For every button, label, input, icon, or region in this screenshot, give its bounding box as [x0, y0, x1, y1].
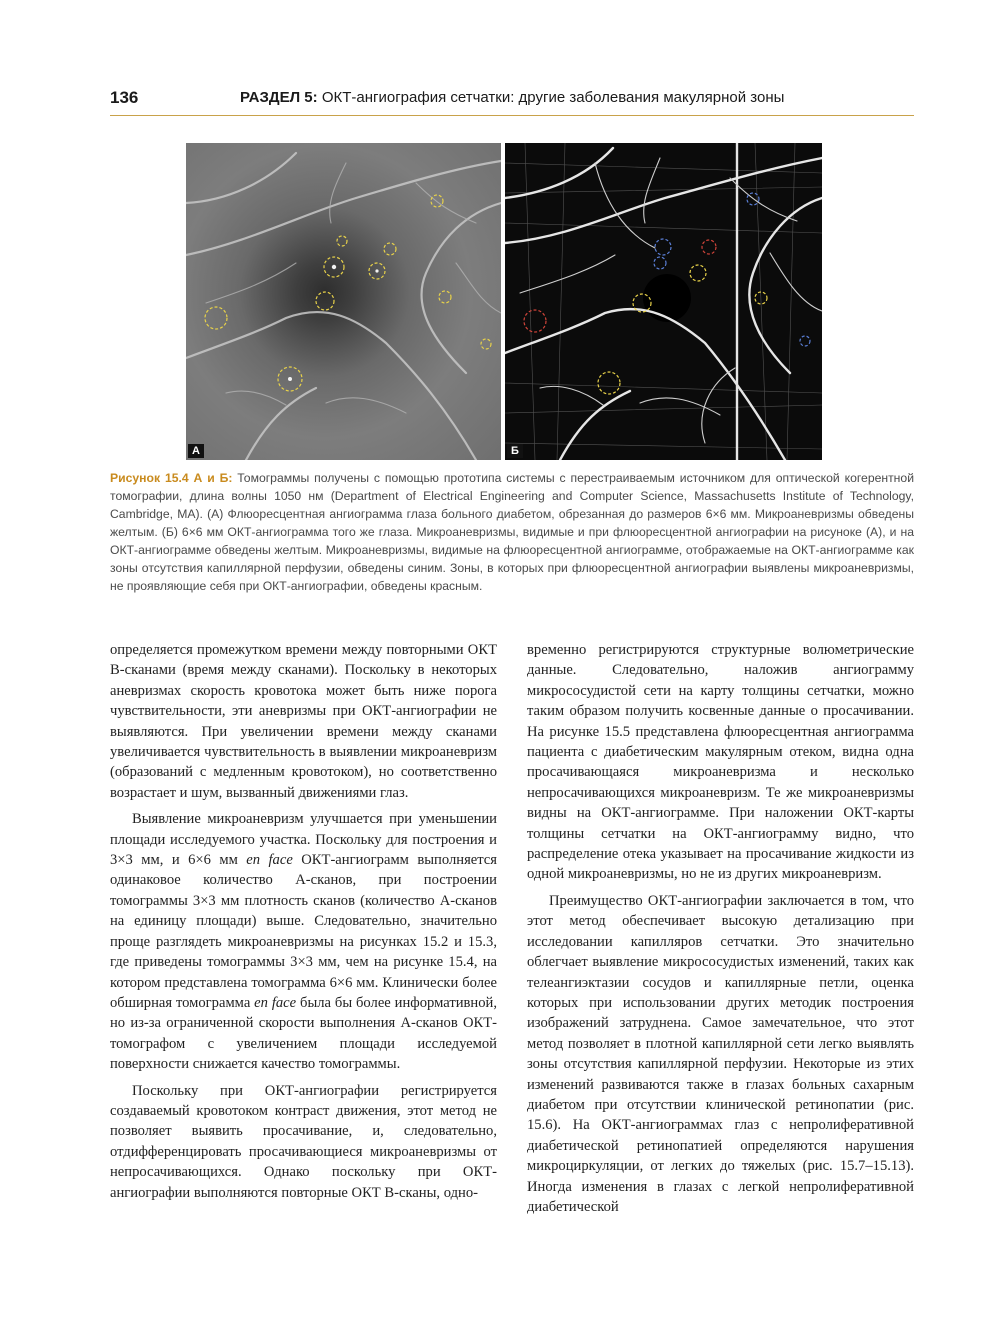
oct-angiogram-panel: [505, 143, 822, 460]
fluorescein-angiogram-panel: [186, 143, 501, 460]
running-head: [240, 89, 784, 106]
fluorescein-angiogram-image: [186, 143, 501, 460]
italic-term: en face: [254, 994, 297, 1011]
paragraph-text: ОКТ-ангиограмм выполняется одинаковое количество А-сканов, при построении томограммы 3×3 мм плотность сканов (количество А-сканов на единицу площади) выше. Следовательно, значительно проще разглядеть микроаневризмы на рисунках 15.2 и 15.3, где приведены томограммы 3×3 мм, чем на рисунке 15.4, на котором представлена томограмма 6×6 мм. Клинически более обширная томограмма: [110, 852, 497, 1011]
page-number: 136: [110, 88, 139, 107]
panel-b-label: Б: [507, 444, 523, 458]
paragraph: временно регистрируются структурные волюметрические данные. Следовательно, наложив ангиограмму микрососудистой сети на карту толщины сетчатки, можно таким образом получить косвенные данные о просачивании. На рисунке 15.5 представлена флюоресцентная ангиограмма пациента с диабетическим макулярным отеком, видна одна просачивающаяся микроаневризма и несколько непросачивающихся микроаневризм. Те же микроаневризмы видны на ОКТ-ангиограмме. При наложении ОКТ-карты толщины сетчатки на ОКТ-ангиограмму видно, что распределение отека указывает на просачивание жидкости из одной микроаневризмы, но не из других микроаневризм.: [527, 642, 914, 883]
paragraph: Преимущество ОКТ-ангиографии заключается в том, что этот метод обеспечивает высокую детализацию при исследовании капилляров сетчатки. Это значительно облегчает выявление микрососудистых изменений, таких как телеангиэктазии сосудов и капиллярные петли, оценка которых при использовании других методик построения изображений затруднена. Самое замечательное, что этот метод позволяет в плотной капиллярной сети легко выявлять зоны отсутствия капиллярной перфузии. Некоторые из этих изменений развиваются также в глазах больных сахарным диабетом при отсутствии клинической ретинопатии (рис. 15.6). На ОКТ-ангиограммах глаз с непролиферативной диабетической ретинопатией определяются нарушения микроциркуляции, от легких до тяжелых (рис. 15.7–15.13). Иногда изменения в глазах с легкой непролиферативной диабетической: [527, 892, 914, 1215]
figure-15-4: [186, 143, 822, 460]
section-label: РАЗДЕЛ 5:: [240, 89, 318, 106]
page-header: [110, 86, 914, 116]
paragraph: Поскольку при ОКТ-ангиографии регистрируется создаваемый кровотоком контраст движения, этот метод не позволяет выявить просачивание, и, следовательно, отдифференцировать просачивающиеся микроаневризмы от непросачивающихся. Однако поскольку при ОКТ-ангиографии выполняются повторные ОКТ В-сканы, одно-: [110, 1082, 497, 1201]
text-column-right: [527, 640, 914, 1217]
section-title: ОКТ-ангиография сетчатки: другие заболевания макулярной зоны: [321, 89, 785, 106]
italic-term: en face: [246, 852, 293, 869]
paragraph-text: была бы более информативной, но из-за ограниченной скорости выполнения А-сканов ОКТ-томографом с увеличением площади исследуемой поверхности снижается качество томограммы.: [110, 994, 497, 1073]
caption-text: Томограммы получены с помощью прототипа системы с перестраиваемым источником для оптической когерентной томографии, длина волны 1050 нм (Department of Electrical Engineering and Computer Science, Massachusetts Institute of Technology, Cambridge, MA). (А) Флюоресцентная ангиограмма глаза больного диабетом, обрезанная до размеров 6×6 мм. Микроаневризмы обведены желтым. (Б) 6×6 мм ОКТ-ангиограмма того же глаза. Микроаневризмы, видимые и при флюоресцентной ангиографии на рисуноке (А), и на ОКТ-ангиограмме обведены желтым. Микроаневризмы, видимые на флюоресцентной ангиограмме, отображаемые на ОКТ-ангиограмме как зоны отсутствия капиллярной перфузии, обведены синим. Зоны, в которых при флюоресцентной ангиографии выявлены микроаневризмы, не проявляющие себя при ОКТ-ангиографии, обведены красным.: [110, 471, 914, 593]
oct-angiogram-image: [505, 143, 822, 460]
paragraph: определяется промежутком времени между повторными ОКТ В-сканами (время между сканами). Поскольку в некоторых аневризмах скорость кровотока может быть ниже порога чувствительности, эти аневризмы при ОКТ-ангиографии не выявляются. При увеличении времени между сканами увеличивается чувствительность в выявлении микроаневризм (образований с медленным кровотоком), но соответственно возрастает и шум, вызванный движениями глаз.: [110, 642, 497, 801]
caption-label: Рисунок 15.4 А и Б:: [110, 471, 233, 485]
header-rule: [110, 115, 914, 116]
figure-caption: [110, 469, 914, 595]
paragraph: [110, 809, 497, 1074]
panel-a-label: А: [188, 444, 204, 458]
text-column-left: [110, 640, 497, 1203]
paragraph-text: Выявление микроаневризм улучшается при уменьшении площади исследуемого участка. Поскольку для построения и 3×3 мм, и 6×6 мм: [110, 811, 497, 869]
